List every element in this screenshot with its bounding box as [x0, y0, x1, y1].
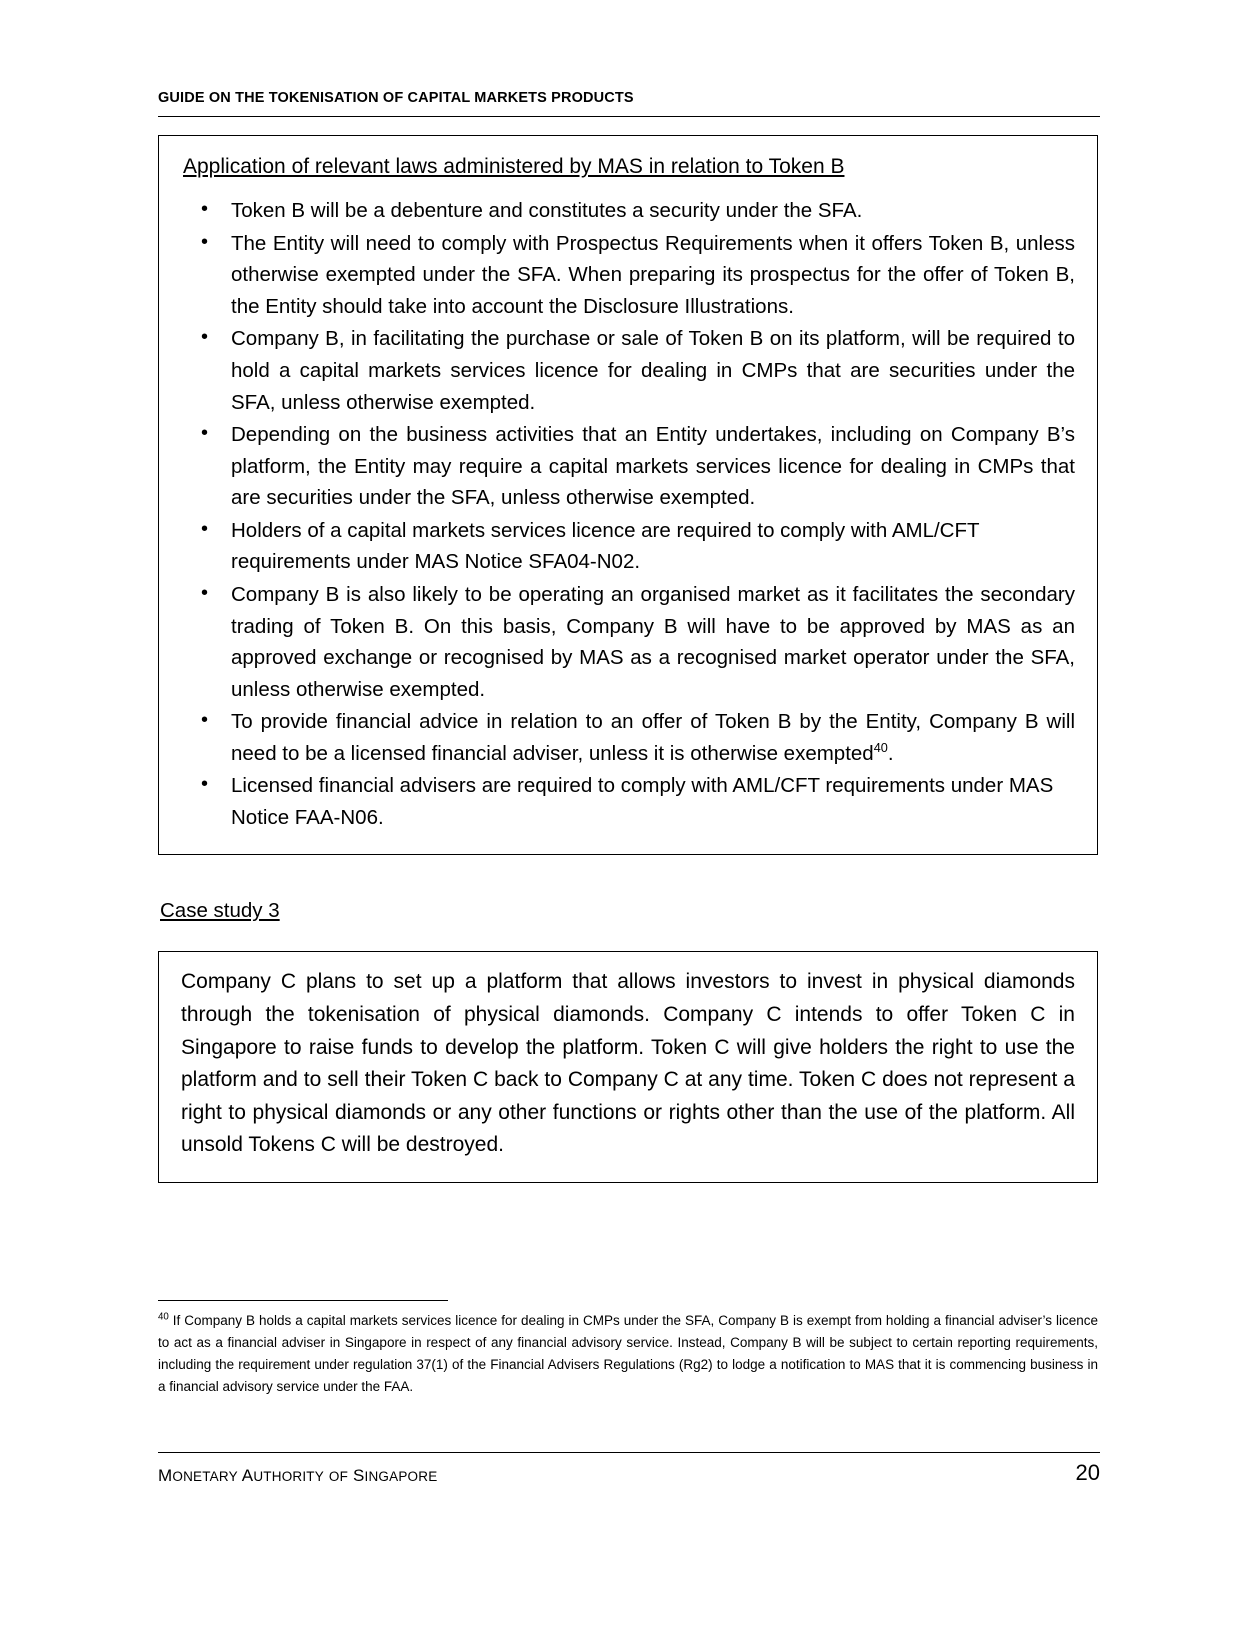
footer-org-of: OF: [328, 1469, 349, 1484]
token-b-laws-box: [158, 135, 1098, 855]
page-footer: [158, 1452, 1100, 1486]
token-b-bullet-list: [181, 195, 1075, 833]
list-item: [181, 770, 1075, 833]
footer-org-m: M: [158, 1466, 173, 1485]
page-content: [158, 90, 1098, 1183]
footnote-divider: [158, 1300, 448, 1301]
page-number: 20: [1075, 1460, 1100, 1485]
footer-org-uthority: UTHORITY: [253, 1469, 324, 1484]
footer-organisation: [158, 1466, 437, 1486]
bullet-text-tail: .: [887, 741, 894, 765]
header-divider: [158, 116, 1100, 117]
list-item: [181, 419, 1075, 514]
footnote-marker: 40: [158, 1311, 169, 1323]
bullet-text: Depending on the business activities that an Entity undertakes, including on Company B’s platform, the Entity may require a capital markets services licence for dealing in CMPs that are securities under the SFA, unless otherwise exempted.: [231, 423, 1075, 510]
bullet-text: Company B, in facilitating the purchase or sale of Token B on its platform, will be required to hold a capital markets services licence for dealing in CMPs that are securities under the SFA, unless otherwise exempted.: [231, 327, 1075, 414]
footnote-text: If Company B holds a capital markets services licence for dealing in CMPs under the SFA, Company B is exempt from holding a financial adviser’s licence to act as a financial adviser in Singapore in respect of any financial advisory service. Instead, Company B will be subject to certain reporting requirements, including the requirement under regulation 37(1) of the Financial Advisers Regulations (Rg2) to lodge a notification to MAS that it is commencing business in a financial advisory service under the FAA.: [158, 1313, 1098, 1394]
bullet-text: The Entity will need to comply with Prospectus Requirements when it offers Token B, unless otherwise exempted under the SFA. When preparing its prospectus for the offer of Token B, the Entity should take into account the Disclosure Illustrations.: [231, 231, 1075, 318]
list-item: [181, 706, 1075, 769]
list-item: [181, 515, 1075, 578]
box-title: Application of relevant laws administered by MAS in relation to Token B: [183, 155, 845, 178]
footer-org-ingapore: INGAPORE: [364, 1469, 438, 1484]
footnote-area: [158, 1300, 1098, 1397]
list-item: [181, 323, 1075, 418]
document-header-title: GUIDE ON THE TOKENISATION OF CAPITAL MARKETS PRODUCTS: [158, 90, 634, 106]
bullet-text: Company B is also likely to be operating an organised market as it facilitates the secondary trading of Token B. On this basis, Company B will have to be approved by MAS as an approved exchange or recognised by MAS as a recognised market operator under the SFA, unless otherwise exempted.: [231, 582, 1075, 701]
bullet-text: Holders of a capital markets services licence are required to comply with AML/CFT requirements under MAS Notice SFA04-N02.: [231, 518, 980, 574]
footer-org-onetary: ONETARY: [172, 1469, 238, 1484]
list-item: [181, 579, 1075, 705]
list-item: [181, 228, 1075, 323]
footer-divider: [158, 1452, 1100, 1453]
footer-org-s: S: [352, 1466, 365, 1485]
case-study-heading: Case study 3: [160, 899, 280, 923]
list-item: [181, 195, 1075, 227]
case-study-box: [158, 951, 1098, 1182]
footer-org-a: A: [241, 1466, 254, 1485]
footnote-reference[interactable]: 40: [873, 739, 888, 755]
case-study-body: Company C plans to set up a platform that allows investors to invest in physical diamonds through the tokenisation of physical diamonds. Company C intends to offer Token C in Singapore to raise funds to develop the platform. Token C will give holders the right to use the platform and to sell their Token C back to Company C at any time. Token C does not represent a right to physical diamonds or any other functions or rights other than the use of the platform. All unsold Tokens C will be destroyed.: [181, 970, 1075, 1157]
bullet-text: Token B will be a debenture and constitutes a security under the SFA.: [231, 199, 863, 223]
bullet-text: Licensed financial advisers are required to comply with AML/CFT requirements under MAS Notice FAA-N06.: [231, 774, 1054, 829]
bullet-text: To provide financial advice in relation to an offer of Token B by the Entity, Company B will need to be a licensed financial adviser, unless it is otherwise exempted: [231, 710, 1075, 765]
footnote-text-block: [158, 1310, 1098, 1397]
